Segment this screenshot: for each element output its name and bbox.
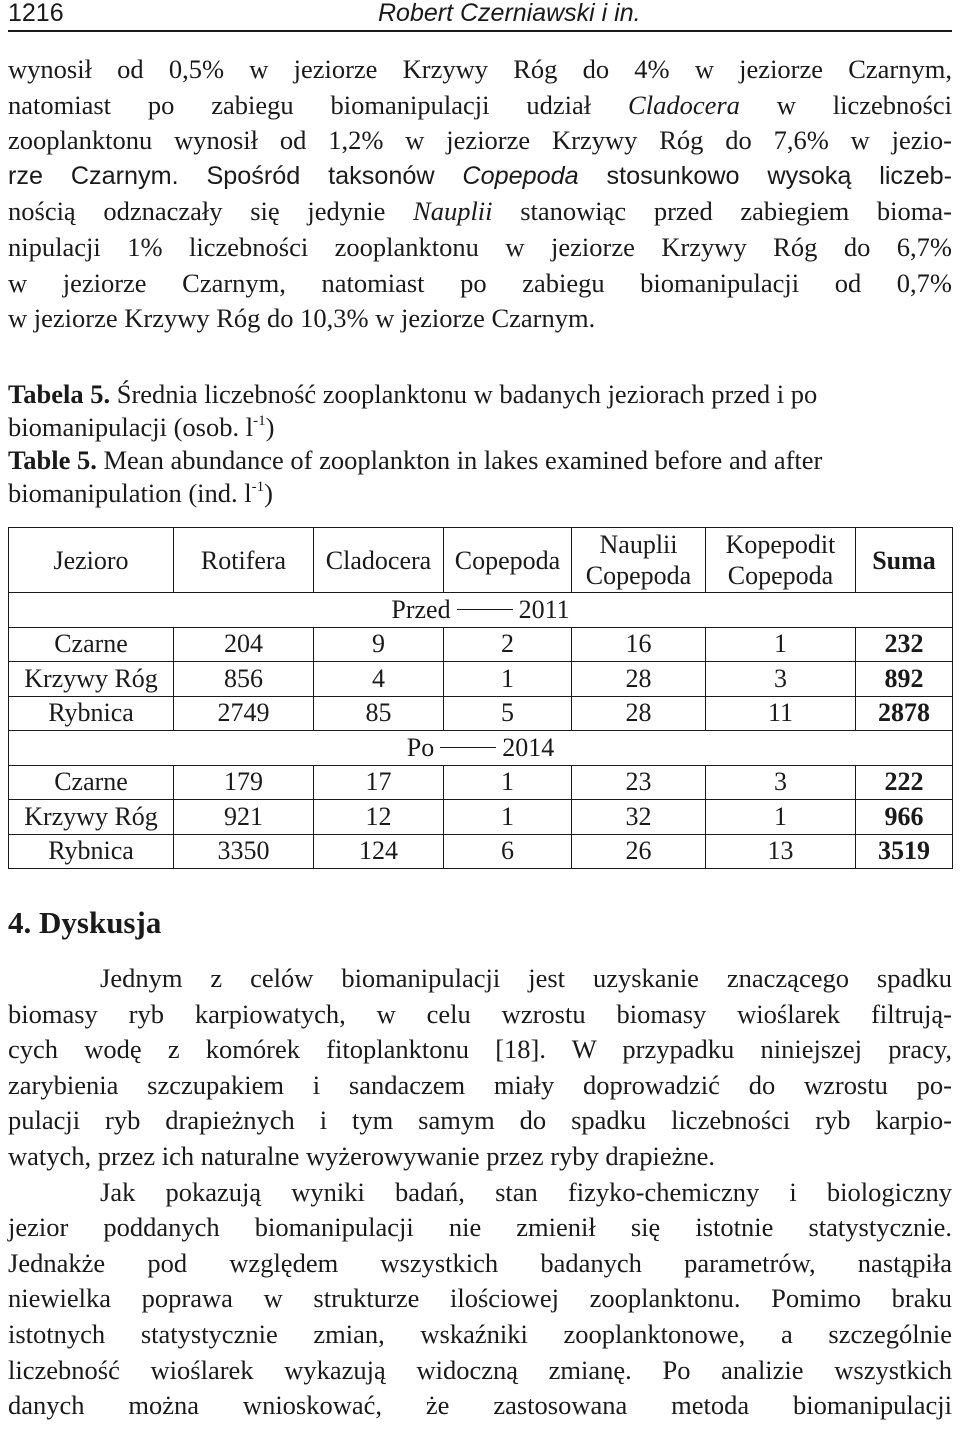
period-row	[9, 593, 953, 628]
taxon-name: Copepoda	[462, 161, 579, 190]
cell-lake: Czarne	[9, 765, 174, 800]
column-header-sum: Suma	[856, 528, 953, 593]
text-line: natomiast po zabiegu biomanipulacji udział Cladocera w liczebności	[8, 89, 952, 120]
text-line: nością odznaczały się jedynie Nauplii stanowiąc przed zabiegiem bioma-	[8, 196, 952, 227]
period-row	[9, 731, 953, 766]
cell-lake: Rybnica	[9, 696, 174, 731]
text-line: Jak pokazują wyniki badań, stan fizyko-chemiczny i biologiczny	[100, 1176, 952, 1207]
cell-kopepodit: 11	[706, 696, 856, 731]
cell-kopepodit: 1	[706, 627, 856, 662]
cell-nauplii: 28	[572, 662, 706, 697]
cell-rotifera: 179	[174, 765, 314, 800]
cell-cladocera: 9	[314, 627, 444, 662]
results-paragraph	[8, 52, 952, 337]
cell-rotifera: 3350	[174, 834, 314, 869]
text-line: w jeziorze Krzywy Róg do 10,3% w jeziorze Czarnym.	[8, 303, 596, 334]
cell-nauplii: 16	[572, 627, 706, 662]
cell-cladocera: 124	[314, 834, 444, 869]
running-header	[8, 0, 952, 32]
caption-english: Table 5. Mean abundance of zooplankton in lakes examined before and after biomanipulation (ind. $l^{-1}$)	[8, 445, 823, 508]
column-header-copepoda: Copepoda	[444, 528, 572, 593]
cell-sum: 2878	[856, 696, 953, 731]
text-line: niewielka poprawa w strukturze ilościowej zooplanktonu. Pomimo braku	[8, 1283, 952, 1314]
cell-copepoda: 1	[444, 662, 572, 697]
cell-lake: Rybnica	[9, 834, 174, 869]
text-line: liczebność wioślarek wykazują widoczną zmianę. Po analizie wszystkich	[8, 1354, 952, 1385]
table-row	[9, 765, 953, 800]
cell-copepoda: 6	[444, 834, 572, 869]
text-line: wynosił od 0,5% w jeziorze Krzywy Róg do 4% w jeziorze Czarnym,	[8, 54, 952, 84]
cell-sum: 232	[856, 627, 953, 662]
cell-lake: Krzywy Róg	[9, 800, 174, 835]
table-section-after	[9, 731, 953, 869]
cell-lake: Krzywy Róg	[9, 662, 174, 697]
cell-sum: 892	[856, 662, 953, 697]
cell-sum: 222	[856, 765, 953, 800]
table-row	[9, 627, 953, 662]
cell-rotifera: 204	[174, 627, 314, 662]
discussion-paragraph	[8, 961, 952, 1424]
text-line: danych można wnioskować, że zastosowana metoda biomanipulacji	[8, 1390, 952, 1421]
text-line: watych, przez ich naturalne wyżerowywanie przez ryby drapieżne.	[8, 1140, 716, 1171]
cell-copepoda: 5	[444, 696, 572, 731]
text-line: biomasy ryb karpiowatych, w celu wzrostu biomasy wioślarek filtrują-	[8, 998, 952, 1029]
table-header-row	[9, 528, 953, 593]
caption-polish: Tabela 5. Średnia liczebność zooplanktonu w badanych jeziorach przed i po biomanipulacji (osob. $l^{-1}$)	[8, 379, 818, 442]
table-row	[9, 662, 953, 697]
cell-cladocera: 17	[314, 765, 444, 800]
table-section-before	[9, 593, 953, 731]
caption-label: Tabela 5.	[8, 379, 111, 409]
cell-sum: 3519	[856, 834, 953, 869]
table-row	[9, 696, 953, 731]
text-line: w jeziorze Czarnym, natomiast po zabiegu biomanipulacji od 0,7%	[8, 267, 952, 298]
text-line: cych wodę z komórek fitoplanktonu [18]. W przypadku niniejszej pracy,	[8, 1034, 952, 1065]
cell-lake: Czarne	[9, 627, 174, 662]
cell-rotifera: 2749	[174, 696, 314, 731]
text-line: pulacji ryb drapieżnych i tym samym do spadku liczebności ryb karpio-	[8, 1105, 952, 1136]
column-header-cladocera: Cladocera	[314, 528, 444, 593]
column-header-kopepodit: Kopepodit Copepoda	[706, 528, 856, 593]
cell-cladocera: 85	[314, 696, 444, 731]
cell-copepoda: 1	[444, 765, 572, 800]
table-row	[9, 834, 953, 869]
cell-rotifera: 921	[174, 800, 314, 835]
text-line: rze Czarnym. Spośród taksonów Copepoda stosunkowo wysoką liczeb-	[8, 161, 953, 190]
text-line: jezior poddanych biomanipulacji nie zmienił się istotnie statystycznie.	[8, 1212, 952, 1243]
period-label-after: Po 2014	[9, 731, 953, 766]
caption-label: Table 5.	[8, 445, 97, 475]
text-line: Jednakże pod względem wszystkich badanych parametrów, nastąpiła	[8, 1247, 952, 1278]
cell-copepoda: 1	[444, 800, 572, 835]
table-caption	[8, 378, 952, 510]
section-heading: 4. Dyskusja	[8, 905, 162, 940]
cell-kopepodit: 1	[706, 800, 856, 835]
cell-cladocera: 4	[314, 662, 444, 697]
text-line: zooplanktonu wynosił od 1,2% w jeziorze Krzywy Róg do 7,6% w jezio-	[8, 125, 952, 156]
taxon-name: Cladocera	[628, 89, 740, 120]
cell-rotifera: 856	[174, 662, 314, 697]
period-label-before: Przed 2011	[9, 593, 953, 628]
zooplankton-table	[8, 527, 953, 869]
cell-copepoda: 2	[444, 627, 572, 662]
column-header-lake: Jezioro	[9, 528, 174, 593]
column-header-rotifera: Rotifera	[174, 528, 314, 593]
text-line: istotnych statystycznie zmian, wskaźniki zooplanktonowe, a szczególnie	[8, 1318, 952, 1349]
cell-nauplii: 23	[572, 765, 706, 800]
cell-nauplii: 32	[572, 800, 706, 835]
taxon-name: Nauplii	[413, 196, 493, 227]
text-line: zarybienia szczupakiem i sandaczem miały doprowadzić do wzrostu po-	[8, 1069, 952, 1100]
page-number: 1216	[8, 0, 64, 27]
cell-sum: 966	[856, 800, 953, 835]
cell-nauplii: 28	[572, 696, 706, 731]
running-title: Robert Czerniawski i in.	[378, 0, 641, 27]
cell-kopepodit: 3	[706, 662, 856, 697]
text-line: nipulacji 1% liczebności zooplanktonu w jeziorze Krzywy Róg do 6,7%	[8, 231, 952, 262]
cell-nauplii: 26	[572, 834, 706, 869]
cell-kopepodit: 13	[706, 834, 856, 869]
table-row	[9, 800, 953, 835]
cell-cladocera: 12	[314, 800, 444, 835]
column-header-nauplii: Nauplii Copepoda	[572, 528, 706, 593]
text-line: Jednym z celów biomanipulacji jest uzyskanie znaczącego spadku	[100, 963, 952, 993]
cell-kopepodit: 3	[706, 765, 856, 800]
